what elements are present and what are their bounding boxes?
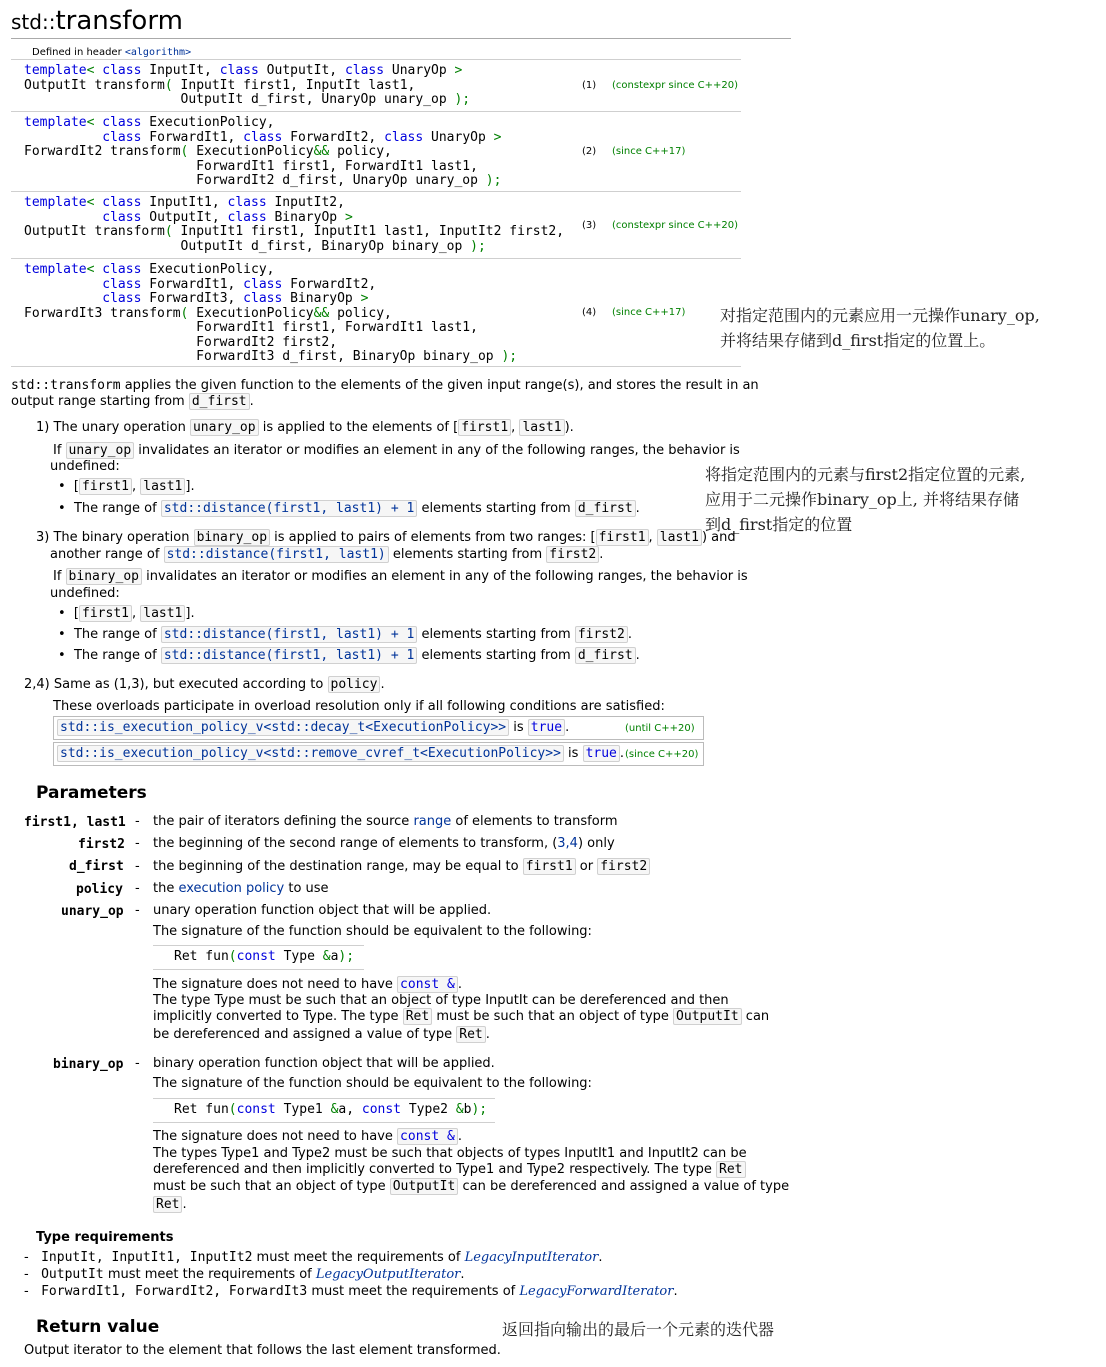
title-namespace: std:: (11, 10, 56, 34)
distance-link[interactable]: std::distance (163, 501, 266, 516)
signature-border (153, 945, 364, 946)
declaration-separator (11, 59, 741, 60)
overload-4-code: template< class ExecutionPolicy, class ForwardIt1, class ForwardIt2, class ForwardIt3, class BinaryOp > ForwardIt3 transform( ExecutionPolicy&& policy, ForwardIt1 first1, ForwardIt1 last1, ForwardIt2 first2, ForwardIt3 d_first, BinaryOp binary_op ); (24, 262, 518, 364)
overload-2-code: template< class ExecutionPolicy, class ForwardIt1, class ForwardIt2, class UnaryOp > ForwardIt2 transform( ExecutionPolicy&& policy, ForwardIt1 first1, ForwardIt1 last1, ForwardIt2 d_first, UnaryOp unary_op ); (24, 115, 502, 188)
requirement-item: - ForwardIt1, ForwardIt2, ForwardIt3 must meet the requirements of LegacyForwardIterator. (24, 1284, 678, 1299)
list-item: • The range of std::distance(first1, last1) + 1 elements starting from d_first . (58, 648, 640, 663)
is-execution-policy-link[interactable]: std::is_execution_policy_v<std::remove_cvref_t<ExecutionPolicy>> (60, 746, 561, 761)
overload-4-number: (4) (582, 307, 597, 318)
item-1-undefined: undefined: (50, 459, 120, 474)
item-24-text: 2,4) Same as (1,3), but executed according to policy . (24, 677, 385, 692)
overload-1-code: template< class InputIt, class OutputIt, class UnaryOp > OutputIt transform( InputIt first1, InputIt last1, OutputIt d_first, UnaryOp unary_op ); (24, 63, 471, 107)
param-dash: - (135, 859, 140, 874)
execution-policy-link[interactable]: execution policy (178, 881, 285, 896)
param-name: unary_op (61, 904, 124, 919)
item-3-text-2: another range of std::distance(first1, last1) elements starting from first2 . (50, 547, 604, 562)
overload-3-number: (3) (582, 220, 597, 231)
distance-link[interactable]: std::distance (163, 648, 266, 663)
list-item: • The range of std::distance(first1, last1) + 1 elements starting from d_first . (58, 501, 640, 516)
param-desc: dereferenced and then implicitly converted to Type1 and Type2 respectively. The type Ret (153, 1162, 746, 1177)
overload-ref-link[interactable]: 3,4 (557, 836, 578, 851)
param-name: d_first (69, 859, 124, 874)
param-desc: The signature does not need to have const & . (153, 977, 462, 992)
param-desc: the execution policy to use (153, 881, 329, 896)
return-value-text: Output iterator to the element that follows the last element transformed. (24, 1343, 501, 1358)
item-3-undefined: undefined: (50, 586, 120, 601)
signature-border (153, 969, 364, 970)
param-name: first1, last1 (24, 815, 126, 830)
overload-1-number: (1) (582, 80, 597, 91)
param-desc: the pair of iterators defining the source range of elements to transform (153, 814, 618, 829)
param-desc: binary operation function object that will be applied. (153, 1056, 495, 1071)
param-desc: The signature of the function should be equivalent to the following: (153, 1076, 592, 1091)
list-item: • [ first1 , last1 ]. (58, 479, 195, 494)
description-intro-2: output range starting from d_first . (11, 394, 254, 409)
param-dash: - (135, 1056, 140, 1071)
legacy-forward-iterator-link[interactable]: LegacyForwardIterator (519, 1284, 674, 1299)
overload-4-note: (since C++17) (612, 307, 686, 318)
annotation-return: 返回指向输出的最后一个元素的迭代器 (502, 1320, 775, 1339)
type-requirements-heading: Type requirements (36, 1230, 174, 1245)
annotation-unary: 对指定范围内的元素应用一元操作unary_op, 并将结果存储到d_first指定的位置上。 (720, 306, 1040, 350)
param-name: first2 (78, 837, 125, 852)
param-name: policy (76, 882, 123, 897)
range-link[interactable]: range (413, 814, 452, 829)
requirement-item: - InputIt, InputIt1, InputIt2 must meet the requirements of LegacyInputIterator. (24, 1250, 603, 1265)
condition-1: std::is_execution_policy_v<std::decay_t<ExecutionPolicy>> is true . (57, 720, 569, 735)
overload-1-note: (constexpr since C++20) (612, 80, 739, 91)
param-desc: unary operation function object that will be applied. (153, 903, 492, 918)
param-desc: implicitly converted to Type. The type Ret must be such that an object of type OutputIt can (153, 1009, 770, 1024)
condition-2-version: (since C++20) (625, 749, 699, 760)
binary-signature: Ret fun(const Type1 &a, const Type2 &b); (174, 1102, 488, 1117)
param-desc: the beginning of the destination range, may be equal to first1 or first2 (153, 859, 650, 874)
param-desc: The signature of the function should be equivalent to the following: (153, 924, 592, 939)
overload-condition-intro: These overloads participate in overload resolution only if all following conditions are satisfied: (53, 699, 665, 714)
param-desc: The signature does not need to have const & . (153, 1129, 462, 1144)
param-desc: The types Type1 and Type2 must be such that objects of types InputIt1 and InputIt2 can be (153, 1146, 747, 1161)
overload-2-note: (since C++17) (612, 146, 686, 157)
distance-link[interactable]: std::distance (163, 627, 266, 642)
condition-2: std::is_execution_policy_v<std::remove_cvref_t<ExecutionPolicy>> is true . (57, 746, 624, 761)
defined-in-header: Defined in header <algorithm> (32, 47, 192, 58)
param-desc: the beginning of the second range of elements to transform, (3,4) only (153, 836, 615, 851)
param-name: binary_op (53, 1057, 124, 1072)
title-name: transform (55, 6, 183, 36)
param-desc: The type Type must be such that an object of type InputIt can be dereferenced and then (153, 993, 729, 1008)
legacy-input-iterator-link[interactable]: LegacyInputIterator (464, 1250, 599, 1265)
item-3-condition: If binary_op invalidates an iterator or modifies an element in any of the following ranges, the behavior is (53, 569, 748, 584)
param-desc: Ret . (153, 1197, 187, 1212)
item-1-text: 1) The unary operation unary_op is applied to the elements of [ first1 , last1 ). (36, 420, 574, 435)
annotation-binary: 将指定范围内的元素与first2指定位置的元素, 应用于二元操作binary_op上, 并将结果存储 到d_first指定的位置 (705, 465, 1026, 534)
is-execution-policy-link[interactable]: std::is_execution_policy_v<std::decay_t<ExecutionPolicy>> (60, 720, 507, 735)
overload-3-note: (constexpr since C++20) (612, 220, 739, 231)
title-underline (11, 38, 791, 39)
legacy-output-iterator-link[interactable]: LegacyOutputIterator (315, 1267, 461, 1282)
unary-signature: Ret fun(const Type &a); (174, 949, 355, 964)
item-3-text: 3) The binary operation binary_op is applied to pairs of elements from two ranges: [ first1 , last1 ) and (36, 530, 736, 545)
condition-1-version: (until C++20) (625, 723, 695, 734)
header-link[interactable]: <algorithm> (124, 47, 192, 58)
return-value-heading: Return value (36, 1317, 160, 1337)
param-dash: - (135, 836, 140, 851)
declaration-separator (11, 258, 741, 259)
signature-border (153, 1122, 495, 1123)
overload-2-number: (2) (582, 146, 597, 157)
list-item: • [ first1 , last1 ]. (58, 606, 195, 621)
param-dash: - (135, 814, 140, 829)
item-1-condition: If unary_op invalidates an iterator or modifies an element in any of the following ranges, the behavior is (53, 443, 740, 458)
requirement-item: - OutputIt must meet the requirements of LegacyOutputIterator. (24, 1267, 465, 1282)
list-item: • The range of std::distance(first1, last1) + 1 elements starting from first2 . (58, 627, 632, 642)
signature-border (153, 1098, 495, 1099)
parameters-heading: Parameters (36, 783, 147, 803)
param-dash: - (135, 903, 140, 918)
description-intro: std::transform applies the given function to the elements of the given input range(s), and stores the result in an (11, 378, 759, 393)
param-desc: must be such that an object of type OutputIt can be dereferenced and assigned a value of type (153, 1179, 790, 1194)
declaration-separator (11, 111, 741, 112)
param-dash: - (135, 881, 140, 896)
declaration-separator (11, 191, 741, 192)
page-title (11, 6, 183, 36)
overload-3-code: template< class InputIt1, class InputIt2, class OutputIt, class BinaryOp > OutputIt transform( InputIt1 first1, InputIt1 last1, InputIt2 first2, OutputIt d_first, BinaryOp binary_op ); (24, 195, 565, 254)
distance-link[interactable]: std::distance (166, 547, 269, 562)
param-desc: be dereferenced and assigned a value of type Ret . (153, 1027, 490, 1042)
declaration-separator (11, 366, 741, 367)
